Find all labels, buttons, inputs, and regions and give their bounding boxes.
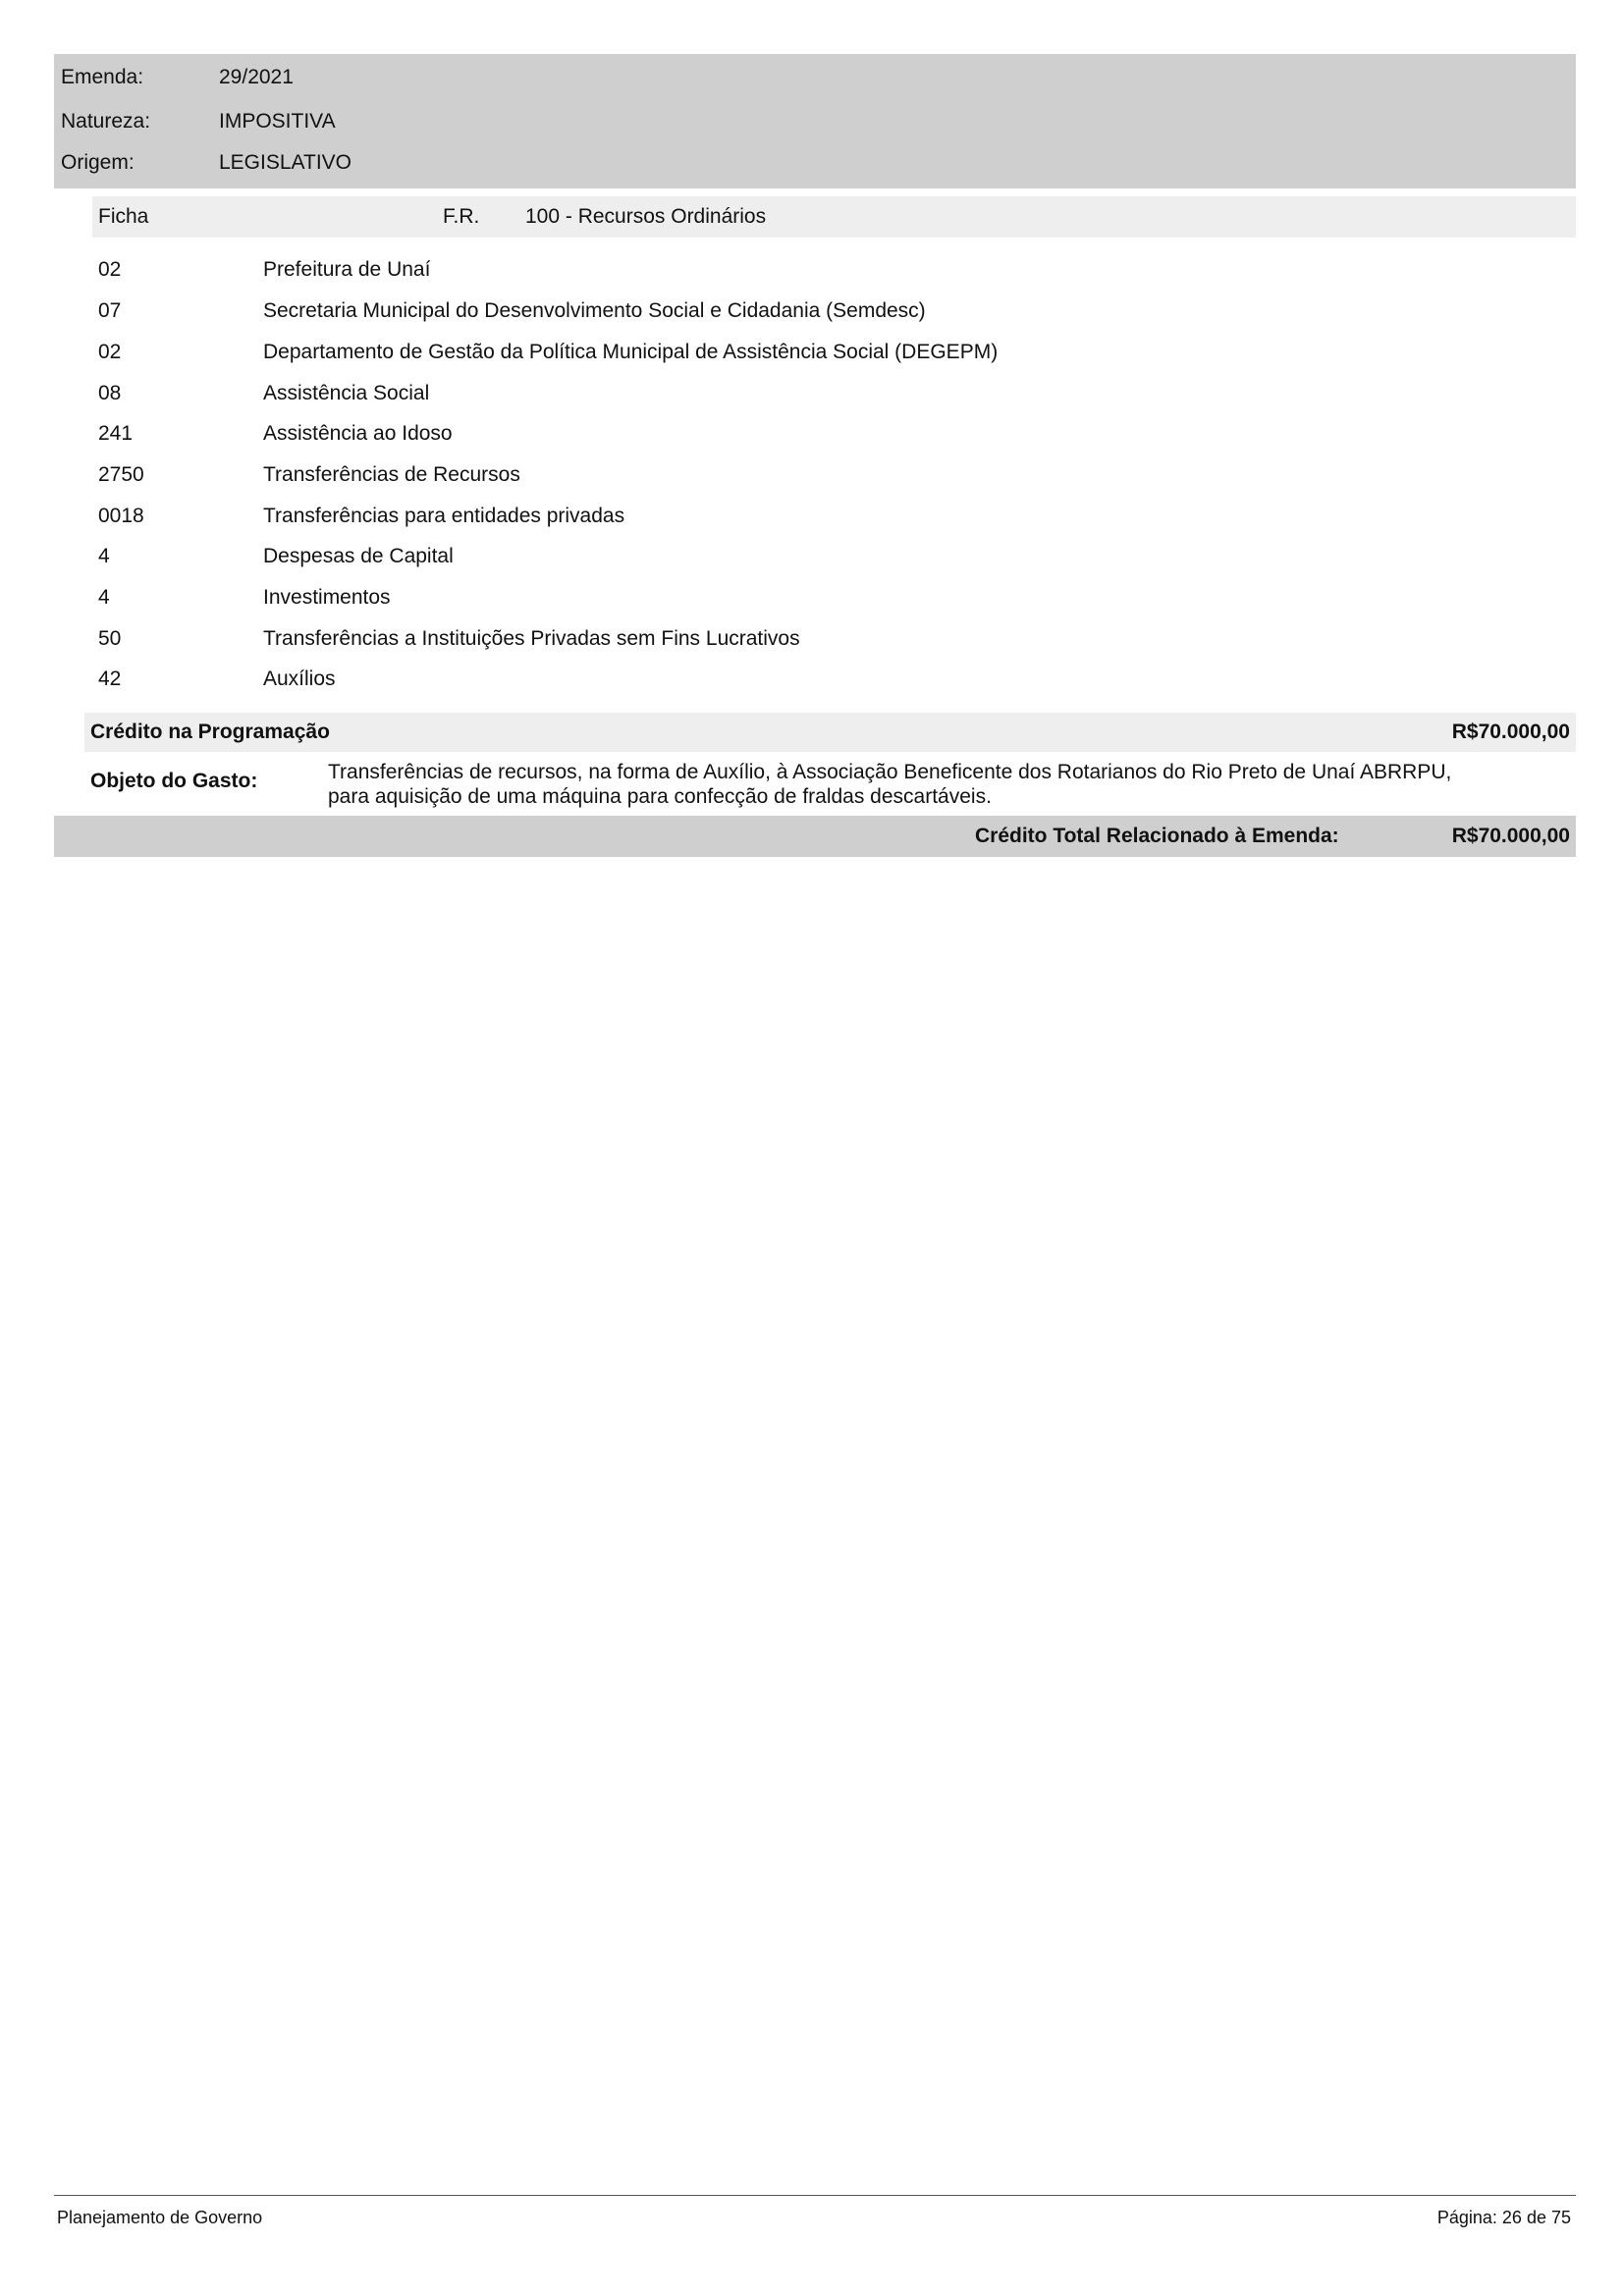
credito-total-row — [54, 816, 1576, 857]
ficha-row — [92, 196, 1576, 238]
emenda-value: 29/2021 — [219, 66, 294, 88]
footer-divider — [54, 2195, 1576, 2196]
class-code: 08 — [98, 382, 122, 404]
class-code: 02 — [98, 341, 122, 363]
objeto-gasto — [84, 756, 1576, 813]
class-description: Transferências para entidades privadas — [263, 505, 625, 527]
class-description: Prefeitura de Unaí — [263, 258, 431, 281]
origem-value: LEGISLATIVO — [219, 151, 352, 174]
class-code: 4 — [98, 545, 110, 567]
total-label: Crédito Total Relacionado à Emenda: — [975, 825, 1339, 847]
class-code: 4 — [98, 586, 110, 609]
page-number: Página: 26 de 75 — [1436, 2208, 1571, 2227]
footer-department: Planejamento de Governo — [57, 2208, 263, 2227]
emenda-header — [54, 54, 1576, 188]
credito-label: Crédito na Programação — [90, 721, 330, 743]
objeto-label: Objeto do Gasto: — [90, 770, 258, 792]
total-value: R$70.000,00 — [1451, 825, 1570, 847]
natureza-label: Natureza: — [61, 110, 151, 133]
class-description: Assistência ao Idoso — [263, 422, 453, 445]
class-description: Despesas de Capital — [263, 545, 454, 567]
class-description: Auxílios — [263, 667, 336, 690]
objeto-line-1: Transferências de recursos, na forma de Auxílio, à Associação Beneficente dos Rotarianos do Rio Preto de Unaí ABRRPU, — [328, 761, 1452, 783]
natureza-value: IMPOSITIVA — [219, 110, 336, 133]
emenda-label: Emenda: — [61, 66, 144, 88]
class-code: 0018 — [98, 505, 144, 527]
ficha-label: Ficha — [98, 205, 149, 228]
class-description: Transferências a Instituições Privadas sem Fins Lucrativos — [263, 627, 800, 650]
class-description: Investimentos — [263, 586, 391, 609]
class-description: Assistência Social — [263, 382, 430, 404]
objeto-line-2: para aquisição de uma máquina para confecção de fraldas descartáveis. — [328, 785, 992, 808]
class-code: 02 — [98, 258, 122, 281]
class-code: 241 — [98, 422, 134, 445]
class-description: Departamento de Gestão da Política Municipal de Assistência Social (DEGEPM) — [263, 341, 999, 363]
class-description: Secretaria Municipal do Desenvolvimento Social e Cidadania (Semdesc) — [263, 299, 926, 322]
class-description: Transferências de Recursos — [263, 463, 520, 486]
objeto-text — [328, 760, 1555, 809]
class-code: 07 — [98, 299, 122, 322]
origem-label: Origem: — [61, 151, 135, 174]
class-code: 50 — [98, 627, 122, 650]
credito-value: R$70.000,00 — [1451, 721, 1570, 743]
credito-programacao-row — [84, 713, 1576, 752]
fr-value: 100 - Recursos Ordinários — [525, 205, 767, 228]
class-code: 2750 — [98, 463, 144, 486]
fr-label: F.R. — [443, 205, 480, 228]
class-code: 42 — [98, 667, 122, 690]
